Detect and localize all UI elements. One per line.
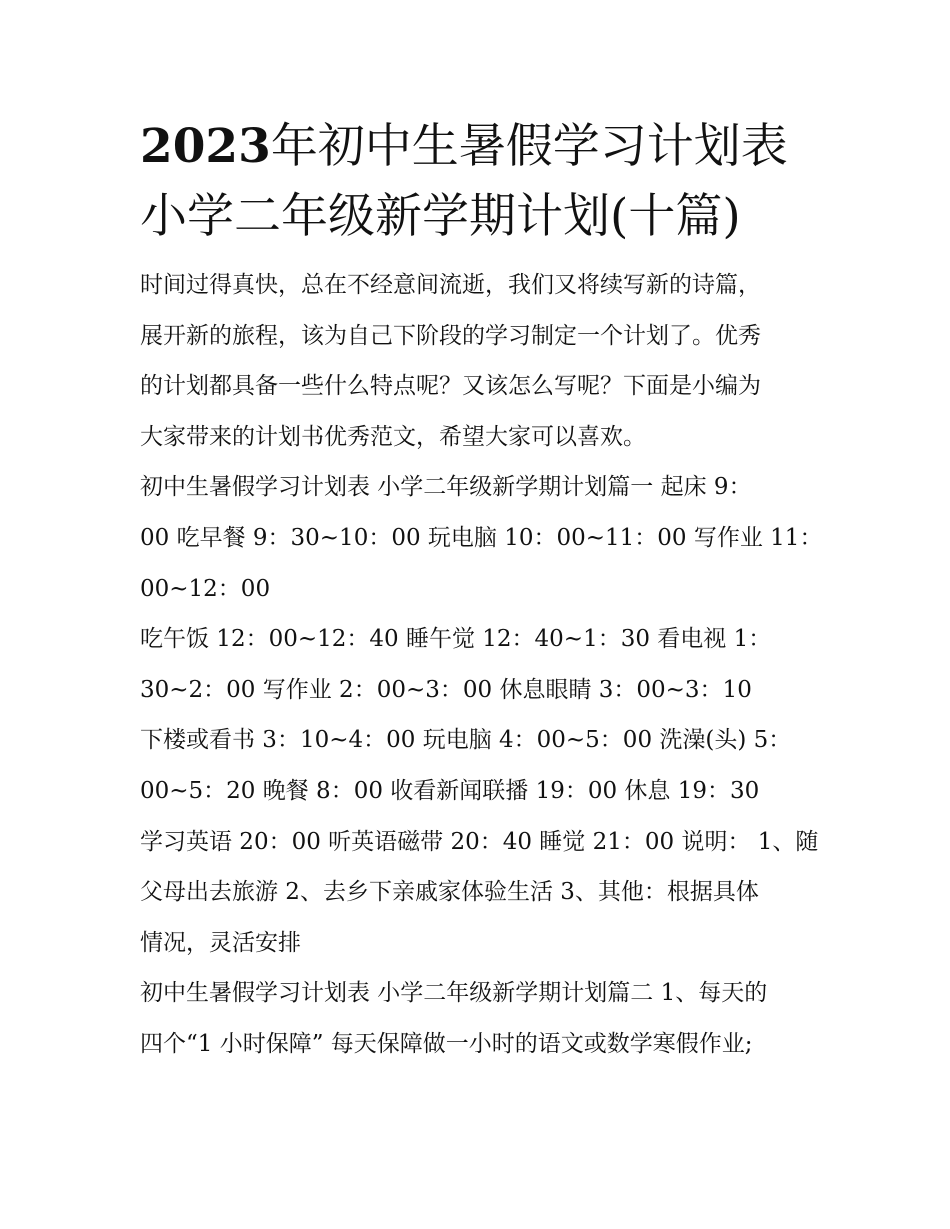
paragraph-schedule-4 <box>140 817 820 969</box>
paragraph-line: 30~2：00 写作业 2：00~3：00 休息眼睛 3：00~3：10 <box>140 676 752 703</box>
paragraph-line: 吃午饭 12：00~12：40 睡午觉 12：40~1：30 看电视 1： <box>140 626 772 653</box>
paragraph-line: 00~5：20 晚餐 8：00 收看新闻联播 19：00 休息 19：30 <box>140 777 760 804</box>
paragraph-plan-2 <box>140 968 820 1069</box>
paragraph-line: 展开新的旅程，该为自己下阶段的学习制定一个计划了。优秀 <box>140 322 761 349</box>
paragraph-schedule-2 <box>140 614 820 715</box>
paragraph-intro <box>140 260 820 462</box>
paragraph-schedule-1 <box>140 462 823 614</box>
title-line-2: 小学二年级新学期计划(十篇) <box>140 189 741 244</box>
paragraph-line: 父母出去旅游 2、去乡下亲戚家体验生活 3、其他：根据具体 <box>140 879 759 906</box>
title-line-1-text: 年初中生暑假学习计划表 <box>270 119 788 174</box>
paragraph-line: 下楼或看书 3：10~4：00 玩电脑 4：00~5：00 洗澡(头) 5： <box>140 727 792 754</box>
paragraph-line: 00~12：00 <box>140 575 271 602</box>
paragraph-line: 大家带来的计划书优秀范文，希望大家可以喜欢。 <box>140 423 646 450</box>
title-year: 2023 <box>140 119 271 174</box>
paragraph-line: 时间过得真快，总在不经意间流逝，我们又将续写新的诗篇， <box>140 272 761 298</box>
paragraph-line: 初中生暑假学习计划表 小学二年级新学期计划篇二 1、每天的 <box>140 980 768 1007</box>
paragraph-line: 初中生暑假学习计划表 小学二年级新学期计划篇一 起床 9： <box>140 474 752 501</box>
document-page <box>140 112 823 1070</box>
paragraph-line: 情况，灵活安排 <box>140 929 301 956</box>
document-title <box>140 112 820 252</box>
title-line-1 <box>140 112 820 182</box>
paragraph-line: 00 吃早餐 9：30~10：00 玩电脑 10：00~11：00 写作业 11： <box>140 524 823 551</box>
paragraph-line: 四个“1 小时保障” 每天保障做一小时的语文或数学寒假作业; <box>140 1030 753 1057</box>
paragraph-line: 的计划都具备一些什么特点呢？又该怎么写呢？下面是小编为 <box>140 373 761 400</box>
paragraph-line: 学习英语 20：00 听英语磁带 20：40 睡觉 21：00 说明： 1、随 <box>140 828 819 855</box>
paragraph-schedule-3 <box>140 715 820 816</box>
